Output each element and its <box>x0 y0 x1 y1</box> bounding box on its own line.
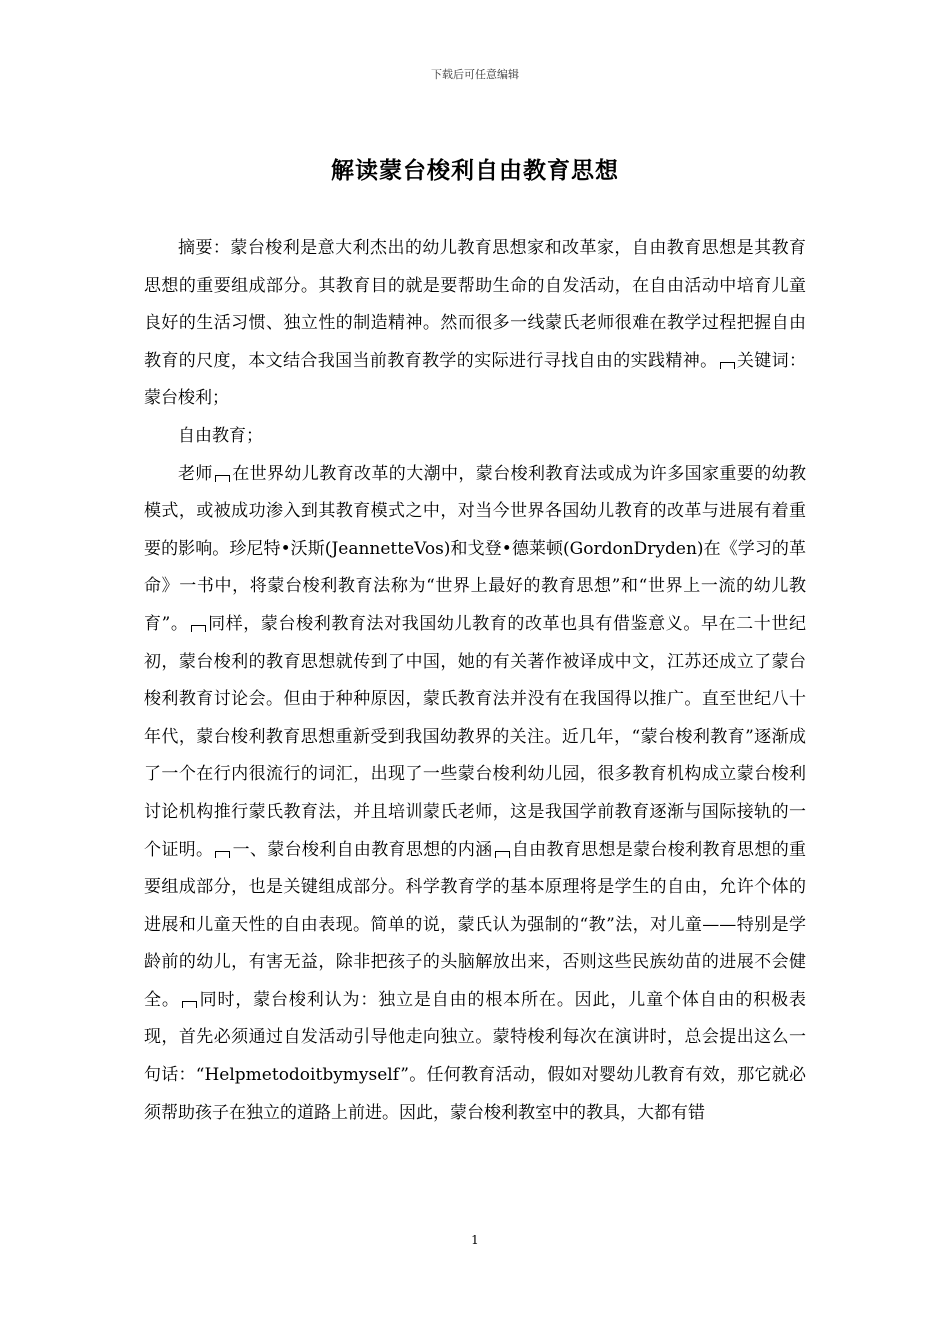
paragraph-keywords-continued <box>144 418 806 456</box>
main-text-2: 同样，蒙台梭利教育法对我国幼儿教育的改革也具有借鉴意义。早在二十世纪初，蒙台梭利的教育思想就传到了中国，她的有关著作被译成中文，江苏还成立了蒙台梭利教育讨论会。但由于种种原因，蒙氏教育法并没有在我国得以推广。直至世纪八十年代，蒙台梭利教育思想重新受到我国幼教界的关注。近几年，“蒙台梭利教育”逐渐成了一个在行内很流行的词汇，出现了一些蒙台梭利幼儿园，很多教育机构成立蒙台梭利讨论机构推行蒙氏教育法，并且培训蒙氏老师，这是我国学前教育逐渐与国际接轨的一个证明。 <box>144 613 806 860</box>
section-mark-icon <box>182 1001 197 1008</box>
section-heading-text: 一、蒙台梭利自由教育思想的内涵 <box>232 839 493 860</box>
keywords-text: 关键词：蒙台梭利； <box>144 350 807 409</box>
main-text-0: 老师 <box>178 463 213 484</box>
section-mark-icon <box>720 362 735 369</box>
header-note: 下载后可任意编辑 <box>431 68 519 81</box>
section-mark-icon <box>495 851 510 858</box>
keywords-continued-text: 自由教育； <box>178 425 263 446</box>
section-mark-icon <box>215 851 230 858</box>
main-text-4: 同时，蒙台梭利认为：独立是自由的根本所在。因此，儿童个体自由的积极表现，首先必须通过自发活动引导他走向独立。蒙特梭利每次在演讲时，总会提出这么一句话：“Helpmetodoitbymyself”。任何教育活动，假如对婴幼儿教育有效，那它就必须帮助孩子在独立的道路上前进。因此，蒙台梭利教室中的教具，大都有错 <box>144 989 807 1123</box>
main-text-3: 自由教育思想是蒙台梭利教育思想的重要组成部分，也是关键组成部分。科学教育学的基本原理将是学生的自由，允许个体的进展和儿童天性的自由表现。简单的说，蒙氏认为强制的“教”法，对儿童——特别是学龄前的幼儿，有害无益，除非把孩子的头脑解放出来，否则这些民族幼苗的进展不会健全。 <box>144 839 807 1010</box>
document-body <box>144 230 806 1132</box>
paragraph-main <box>144 456 806 1133</box>
section-mark-icon <box>191 625 206 632</box>
page-number: 1 <box>471 1233 479 1247</box>
document-title: 解读蒙台梭利自由教育思想 <box>331 158 619 184</box>
main-text-1: 在世界幼儿教育改革的大潮中，蒙台梭利教育法或成为许多国家重要的幼教模式，或被成功渗入到其教育模式之中，对当今世界各国幼儿教育的改革与进展有着重要的影响。珍尼特•沃斯(JeannetteVos)和戈登•德莱顿(GordonDryden)在《学习的革命》一书中，将蒙台梭利教育法称为“世界上最好的教育思想”和“世界上一流的幼儿教育”。 <box>144 463 807 634</box>
paragraph-abstract <box>144 230 806 418</box>
section-mark-icon <box>215 475 230 482</box>
abstract-text: 摘要：蒙台梭利是意大利杰出的幼儿教育思想家和改革家，自由教育思想是其教育思想的重要组成部分。其教育目的就是要帮助生命的自发活动，在自由活动中培育儿童良好的生活习惯、独立性的制造精神。然而很多一线蒙氏老师很难在教学过程把握自由教育的尺度，本文结合我国当前教育教学的实际进行寻找自由的实践精神。 <box>144 238 806 371</box>
